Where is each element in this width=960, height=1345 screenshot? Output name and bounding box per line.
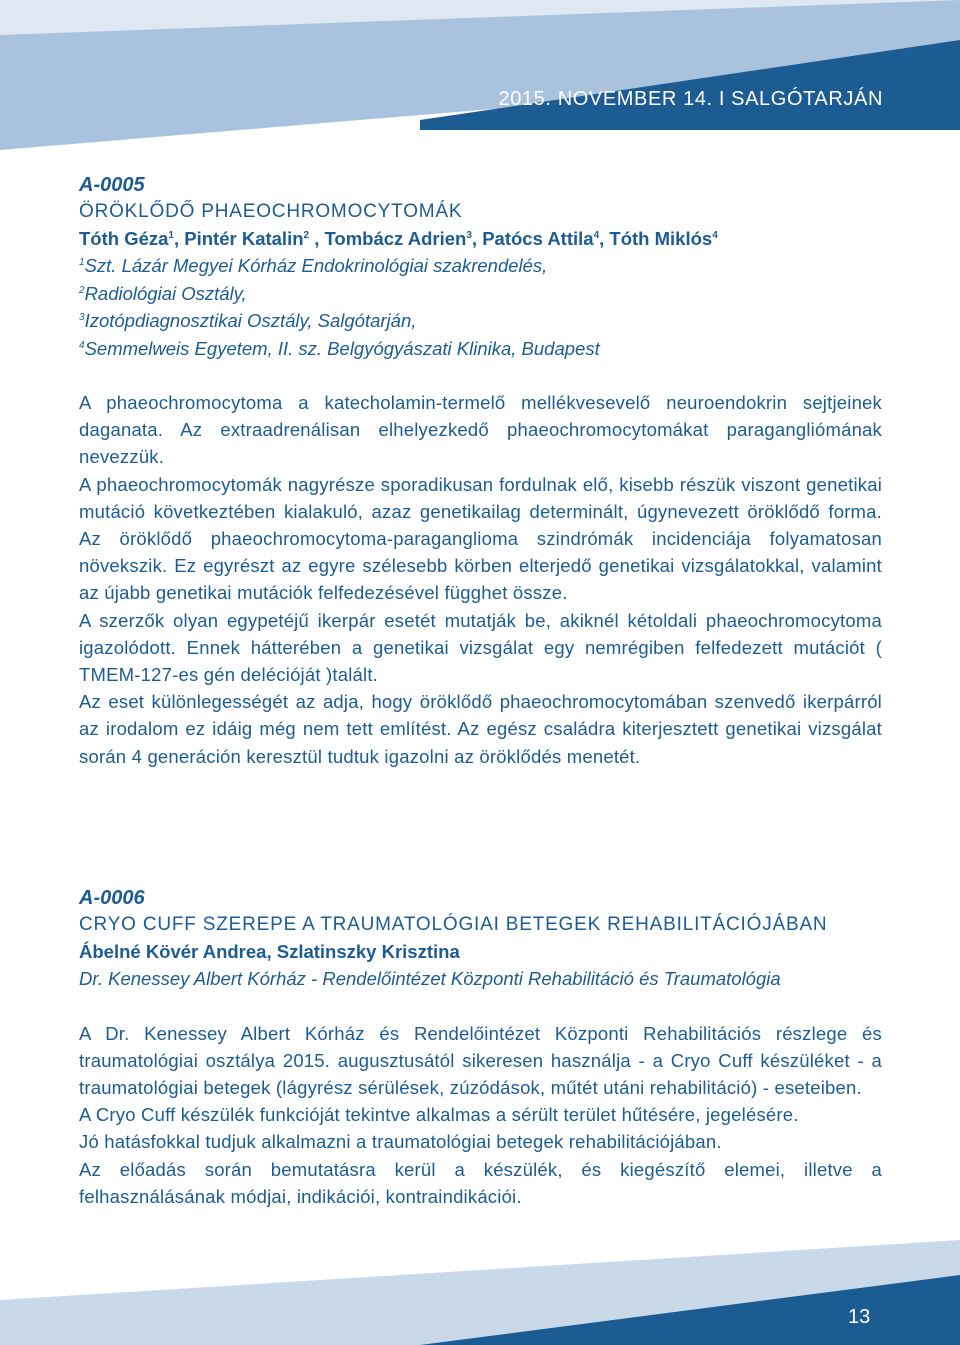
author-affiliation-mark: 1: [168, 230, 174, 241]
abstract-body: [79, 389, 882, 770]
abstract-title: CRYO CUFF SZEREPE A TRAUMATOLÓGIAI BETEGEK REHABILITÁCIÓJÁBAN: [79, 914, 828, 935]
author-list: [79, 225, 882, 252]
body-paragraph: A szerzők olyan egypetéjű ikerpár esetét mutatják be, akiknél kétoldali phaeochromocytoma igazolódott. Ennek hátterében a genetikai vizsgálat egy nemrégiben felfedezett mutációt ( TMEM-127-es gén delécióját )talált.: [79, 609, 882, 686]
author-name: Tóth Miklós: [609, 228, 713, 249]
abstract-a0005: [79, 172, 882, 770]
header-date: 2015. NOVEMBER 14. I SALGÓTARJÁN: [498, 88, 883, 110]
author-affiliation-mark: 3: [466, 230, 472, 241]
author-separator: ,: [309, 228, 325, 249]
abstract-code: A-0006: [79, 887, 145, 909]
affiliation-text: Semmelweis Egyetem, II. sz. Belgyógyászati Klinika, Budapest: [84, 337, 600, 359]
affiliation-text: Izotópdiagnosztikai Osztály, Salgótarján,: [84, 310, 417, 331]
abstract-body: [79, 1020, 882, 1210]
author-separator: ,: [173, 228, 185, 249]
affiliation-mark: 3: [79, 312, 85, 323]
page-number: 13: [848, 1306, 871, 1328]
author-list: Ábelné Kövér Andrea, Szlatinszky Krisztina: [79, 941, 460, 962]
affiliation-mark: 2: [79, 284, 85, 296]
affiliation-line: [79, 280, 882, 308]
abstract-title: ÖRÖKLŐDŐ PHAEOCHROMOCYTOMÁK: [79, 201, 463, 222]
author-name: Tóth Géza: [79, 228, 169, 249]
author-separator: ,: [471, 228, 483, 249]
body-paragraph: A Cryo Cuff készülék funkcióját tekintve alkalmas a sérült terület hűtésére, jegelésére.: [79, 1104, 799, 1126]
author-affiliation-mark: 4: [593, 230, 600, 241]
body-paragraph: Az előadás során bemutatásra kerül a készülék, és kiegészítő elemei, illetve a felhasználásának módjai, indikációi, kontraindikációi.: [79, 1158, 882, 1207]
affiliation-line: [79, 335, 882, 363]
body-paragraph: Jó hatásfokkal tudjuk alkalmazni a traumatológiai betegek rehabilitációjában.: [79, 1131, 722, 1153]
affiliation-mark: 1: [79, 257, 85, 268]
affiliation-text: Szt. Lázár Megyei Kórház Endokrinológiai szakrendelés,: [84, 255, 548, 276]
body-paragraph: Az eset különlegességét az adja, hogy öröklődő phaeochromocytomában szenvedő ikerpárról az irodalom ez idáig még nem tett említést. Az egész családra kiterjesztett genetikai vizsgálat során 4 generáción keresztül tudtuk igazolni az öröklődés menetét.: [79, 691, 882, 767]
abstract-code: A-0005: [79, 174, 145, 196]
affiliation-mark: 4: [79, 339, 85, 351]
author-name: Pintér Katalin: [184, 228, 304, 249]
affiliation-text: Radiológiai Osztály,: [84, 282, 247, 304]
body-paragraph: A phaeochromocytoma a katecholamin-termelő mellékvesevelő neuroendokrin sejtjeinek daganata. Az extraadrenálisan elhelyezkedő phaeochromocytomákat paragangliómának nevezzük.: [79, 392, 882, 468]
affiliation-line: [79, 252, 882, 280]
author-affiliation-mark: 2: [303, 230, 310, 241]
author-affiliation-mark: 4: [712, 230, 718, 241]
body-paragraph: A Dr. Kenessey Albert Kórház és Rendelőintézet Központi Rehabilitációs részlege és traumatológiai osztálya 2015. augusztusától sikeresen használja - a Cryo Cuff készüléket - a traumatológiai betegek (lágyrész sérülések, zúzódások, műtét utáni rehabilitáció) - eseteiben.: [79, 1022, 882, 1098]
affiliation-line: Dr. Kenessey Albert Kórház - Rendelőintézet Központi Rehabilitáció és Traumatológia: [79, 968, 781, 989]
author-separator: ,: [599, 228, 610, 249]
affiliation-line: [79, 307, 882, 335]
body-paragraph: A phaeochromocytomák nagyrésze sporadikusan fordulnak elő, kisebb részük viszont genetikai mutáció következtében kialakuló, azaz genetikailag determinált, úgynevezett öröklődő forma. Az öröklődő phaeochromocytoma-paraganglioma szindrómák incidenciája folyamatosan növekszik. Ez egyrészt az egyre szélesebb körben elterjedő genetikai vizsgálatokkal, valamint az újabb genetikai mutációk felfedezésével függhet össze.: [79, 473, 882, 604]
abstract-a0006: [79, 885, 882, 1210]
author-name: Tombácz Adrien: [324, 228, 467, 249]
author-name: Patócs Attila: [482, 228, 594, 249]
